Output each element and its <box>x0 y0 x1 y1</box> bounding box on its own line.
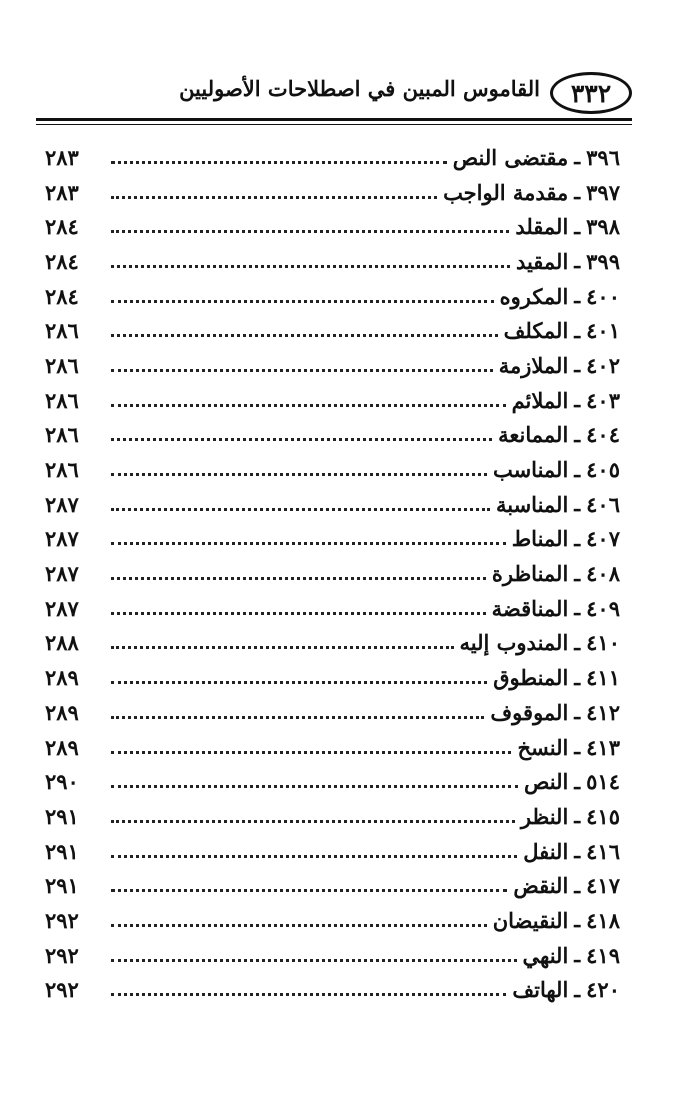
entry-dash: ـ <box>574 700 581 725</box>
entry-number: ٣٩٨ <box>586 214 620 240</box>
entry-dash: ـ <box>574 839 581 864</box>
entry-page-number: ٢٨٩ <box>45 665 79 691</box>
entry-page-number: ٢٨٤ <box>45 248 79 274</box>
toc-entry <box>45 938 620 973</box>
entry-number: ٤١٦ <box>586 838 620 864</box>
dot-leader <box>111 993 506 996</box>
entry-term: الممانعة <box>498 422 569 448</box>
entry-page-number: ٢٨٤ <box>45 214 79 240</box>
entry-term: الملازمة <box>498 352 569 378</box>
entry-term: المنطوق <box>493 665 569 691</box>
entry-term: النسخ <box>517 734 569 760</box>
entry-dash: ـ <box>574 457 581 482</box>
entry-dash: ـ <box>574 526 581 551</box>
entry-number: ٣٩٦ <box>586 144 620 170</box>
entry-page-number: ٢٩١ <box>45 803 79 829</box>
entry-dash: ـ <box>574 180 581 205</box>
entry-dash: ـ <box>574 145 581 170</box>
toc-entry <box>45 973 620 1008</box>
dot-leader <box>111 334 498 337</box>
entry-dash: ـ <box>574 214 581 239</box>
entry-number: ٣٩٩ <box>586 248 620 274</box>
dot-leader <box>111 751 511 754</box>
toc-entry <box>45 175 620 210</box>
entry-term: المكروه <box>499 283 569 309</box>
table-of-contents <box>45 140 620 1007</box>
dot-leader <box>111 542 506 545</box>
entry-page-number: ٢٩١ <box>45 873 79 899</box>
entry-page-number: ٢٨٦ <box>45 352 79 378</box>
entry-dash: ـ <box>574 804 581 829</box>
dot-leader <box>111 855 517 858</box>
entry-number: ٤٠٥ <box>586 457 620 483</box>
entry-dash: ـ <box>574 977 581 1002</box>
entry-number: ٤١١ <box>586 665 620 691</box>
entry-term: المناظرة <box>491 561 569 587</box>
entry-number: ٤١٩ <box>586 942 620 968</box>
entry-term: النهي <box>522 942 569 968</box>
entry-term: المناط <box>511 526 569 552</box>
entry-term: المقلد <box>515 214 569 240</box>
entry-number: ٤١٨ <box>586 907 620 933</box>
entry-dash: ـ <box>574 943 581 968</box>
dot-leader <box>111 196 437 199</box>
entry-page-number: ٢٨٣ <box>45 179 79 205</box>
entry-number: ٤٠٢ <box>586 352 620 378</box>
dot-leader <box>111 716 484 719</box>
entry-page-number: ٢٩٠ <box>45 769 79 795</box>
entry-term: الهاتف <box>512 977 569 1003</box>
dot-leader <box>111 161 447 164</box>
entry-number: ٤٠٧ <box>586 526 620 552</box>
entry-number: ٤١٣ <box>586 734 620 760</box>
entry-page-number: ٢٨٧ <box>45 526 79 552</box>
entry-dash: ـ <box>574 249 581 274</box>
toc-entry <box>45 348 620 383</box>
dot-leader <box>111 646 454 649</box>
entry-page-number: ٢٨٧ <box>45 595 79 621</box>
entry-number: ٤١٧ <box>586 873 620 899</box>
entry-dash: ـ <box>574 665 581 690</box>
dot-leader <box>111 785 518 788</box>
entry-term: المندوب إليه <box>459 630 569 656</box>
toc-entry <box>45 487 620 522</box>
entry-term: المكلف <box>503 318 569 344</box>
entry-dash: ـ <box>574 353 581 378</box>
running-title: القاموس المبين في اصطلاحات الأصوليين <box>179 76 540 101</box>
toc-entry <box>45 279 620 314</box>
dot-leader <box>111 404 506 407</box>
dot-leader <box>111 473 487 476</box>
entry-page-number: ٢٨٨ <box>45 630 79 656</box>
page-number: ٣٣٢ <box>550 72 632 114</box>
entry-dash: ـ <box>574 735 581 760</box>
entry-page-number: ٢٩٢ <box>45 942 79 968</box>
entry-page-number: ٢٨٩ <box>45 699 79 725</box>
entry-number: ٤٠٦ <box>586 491 620 517</box>
toc-entry <box>45 556 620 591</box>
toc-entry <box>45 626 620 661</box>
toc-entry <box>45 660 620 695</box>
toc-entry <box>45 418 620 453</box>
dot-leader <box>111 577 486 580</box>
entry-term: مقتضى النص <box>452 144 569 170</box>
entry-dash: ـ <box>574 769 581 794</box>
dot-leader <box>111 508 490 511</box>
entry-term: المناقضة <box>491 595 569 621</box>
entry-page-number: ٢٨٣ <box>45 144 79 170</box>
entry-number: ٤٠٠ <box>586 283 620 309</box>
toc-entry <box>45 903 620 938</box>
toc-entry <box>45 140 620 175</box>
dot-leader <box>111 820 515 823</box>
entry-page-number: ٢٨٧ <box>45 491 79 517</box>
header-rule-thick <box>36 118 632 121</box>
entry-number: ٤٠١ <box>586 318 620 344</box>
entry-term: النظر <box>520 803 569 829</box>
entry-page-number: ٢٨٦ <box>45 318 79 344</box>
entry-term: الملائم <box>511 387 569 413</box>
dot-leader <box>111 300 494 303</box>
entry-number: ٣٩٧ <box>586 179 620 205</box>
dot-leader <box>111 924 487 927</box>
toc-entry <box>45 209 620 244</box>
toc-entry <box>45 868 620 903</box>
entry-number: ٤١٢ <box>586 699 620 725</box>
entry-page-number: ٢٨٦ <box>45 457 79 483</box>
entry-number: ٤٠٨ <box>586 561 620 587</box>
entry-page-number: ٢٩٢ <box>45 907 79 933</box>
toc-entry <box>45 730 620 765</box>
entry-page-number: ٢٨٦ <box>45 387 79 413</box>
dot-leader <box>111 265 510 268</box>
entry-number: ٤١٠ <box>586 630 620 656</box>
entry-dash: ـ <box>574 492 581 517</box>
toc-entry <box>45 695 620 730</box>
dot-leader <box>111 438 492 441</box>
dot-leader <box>111 681 487 684</box>
entry-number: ٥١٤ <box>586 769 620 795</box>
toc-entry <box>45 764 620 799</box>
toc-entry <box>45 522 620 557</box>
dot-leader <box>111 612 486 615</box>
entry-term: الموقوف <box>490 699 569 725</box>
toc-entry <box>45 799 620 834</box>
toc-entry <box>45 313 620 348</box>
entry-term: النقض <box>513 873 569 899</box>
entry-number: ٤١٥ <box>586 803 620 829</box>
entry-dash: ـ <box>574 422 581 447</box>
entry-term: النفل <box>523 838 569 864</box>
entry-page-number: ٢٨٩ <box>45 734 79 760</box>
entry-page-number: ٢٨٧ <box>45 561 79 587</box>
entry-page-number: ٢٩١ <box>45 838 79 864</box>
entry-term: المقيد <box>515 248 569 274</box>
entry-dash: ـ <box>574 873 581 898</box>
entry-dash: ـ <box>574 561 581 586</box>
entry-term: النص <box>524 769 569 795</box>
page-header <box>40 70 632 122</box>
toc-entry <box>45 834 620 869</box>
entry-dash: ـ <box>574 630 581 655</box>
entry-number: ٤٠٣ <box>586 387 620 413</box>
toc-entry <box>45 383 620 418</box>
toc-entry <box>45 244 620 279</box>
entry-number: ٤٠٩ <box>586 595 620 621</box>
entry-number: ٤٢٠ <box>586 977 620 1003</box>
entry-page-number: ٢٩٢ <box>45 977 79 1003</box>
entry-number: ٤٠٤ <box>586 422 620 448</box>
toc-entry <box>45 452 620 487</box>
entry-dash: ـ <box>574 318 581 343</box>
entry-page-number: ٢٨٤ <box>45 283 79 309</box>
entry-dash: ـ <box>574 596 581 621</box>
toc-entry <box>45 591 620 626</box>
dot-leader <box>111 369 493 372</box>
entry-dash: ـ <box>574 284 581 309</box>
dot-leader <box>111 959 517 962</box>
dot-leader <box>111 889 507 892</box>
entry-term: المناسبة <box>495 491 569 517</box>
dot-leader <box>111 230 509 233</box>
entry-term: النقيضان <box>492 907 569 933</box>
entry-dash: ـ <box>574 388 581 413</box>
header-rule-thin <box>36 124 632 125</box>
entry-page-number: ٢٨٦ <box>45 422 79 448</box>
entry-term: مقدمة الواجب <box>443 179 569 205</box>
entry-term: المناسب <box>492 457 569 483</box>
entry-dash: ـ <box>574 908 581 933</box>
